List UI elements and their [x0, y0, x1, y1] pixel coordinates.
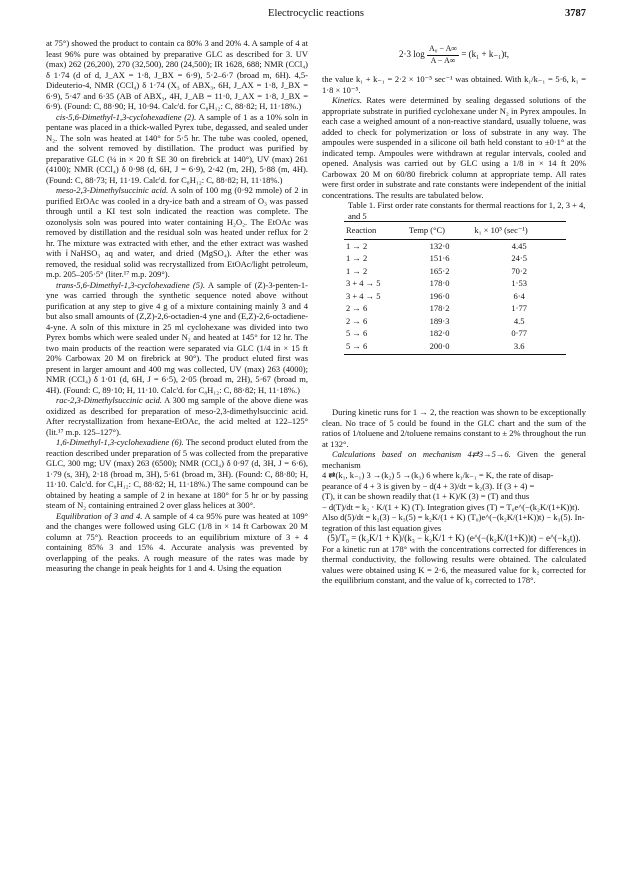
- table-cell: 1 → 2: [346, 265, 368, 276]
- table-header-cell: Temp (°C): [407, 222, 472, 240]
- blank-space: [322, 355, 586, 407]
- table-row: [344, 265, 566, 278]
- mechanism-line: tegration of this last equation gives: [322, 522, 442, 533]
- table-cell: 182·0: [429, 328, 450, 338]
- paragraph-compound-5: [46, 280, 308, 396]
- table-row: [344, 302, 566, 315]
- table-cell: 3 + 4 → 5: [346, 278, 381, 288]
- table-cell: 151·6: [429, 253, 450, 263]
- table-cell: 5 → 6: [346, 328, 368, 338]
- paragraph-text: Rates were determined by sealing degassed solutions of the appropriate substrate in purified cyclohexane under N₂ in Pyrex ampoules. In each case a weighed amount of a non-reactive standard, usually toluene, was added to check for polymerization or loss of substrate in any way. The ampoules were suspended in a silicone oil bath held constant to ±0·1° at the indicated temp. Ampoules were withdrawn at regular intervals, cooled and opened. Analysis was carried out by GLC using a 1/8 in × 14 ft 20% Carbowax 20 M on 60/80 firebrick column at appropriate temp. All rates were first order in substrate and rate constants were independent of the initial concentrations. The results are tabulated below.: [322, 95, 586, 200]
- run-in-heading: Equilibration of 3 and 4.: [56, 510, 143, 521]
- fraction-denominator: A − A∞: [430, 55, 456, 65]
- table-cell: 132·0: [429, 240, 450, 251]
- table-cell: 1·53: [511, 278, 527, 288]
- rate-equation: [322, 44, 586, 66]
- table-row: [344, 239, 566, 252]
- table-header-cell: k₁ × 10⁵ (sec⁻¹): [472, 222, 566, 240]
- mechanism-line: 4 ⇄(k₁, k₋₁) 3 →(k₂) 5 →(k₃) 6 where k₁/k₋₁ = K, the rate of disap-: [322, 470, 554, 480]
- run-in-heading: Calculations based on mechanism 4⇄3→5→6.: [332, 449, 511, 459]
- table-cell: 200·0: [407, 340, 472, 355]
- table-caption-label: Table 1.: [348, 200, 376, 210]
- table-cell: 5 → 6: [344, 340, 407, 355]
- table-cell: 3.6: [472, 340, 566, 355]
- table-cell: 2 → 6: [346, 315, 368, 326]
- paragraph-rate-value: the value k₁ + k₋₁ = 2·2 × 10⁻⁵ sec⁻¹ was obtained. With k₁/k₋₁ = 5·6, k₁ = 1·8 × 10⁻⁵.: [322, 74, 586, 95]
- table-cell: 178·0: [429, 278, 450, 288]
- table-header-cell: Reaction: [344, 222, 407, 240]
- table-row: [344, 315, 566, 328]
- equation-lhs: 2·3 log: [398, 49, 425, 60]
- paragraph-compound-2: [46, 112, 308, 186]
- mechanism-line: pearance of 4 + 3 is given by − d(4 + 3)/dt = k₂(3). If (3 + 4) =: [322, 480, 535, 491]
- run-in-heading: meso-2,3-Dimethylsuccinic acid.: [56, 185, 169, 195]
- page-number: 3787: [565, 8, 586, 19]
- paragraph-equilibration: [46, 511, 308, 574]
- table-cell: 165·2: [429, 265, 450, 276]
- paragraph-text: A sample of 4 ca 95% pure was heated at 109° and the changes were followed using GLC (1/8 in × 14 ft Carbowax 20 M column at 75°). Reaction proceeds to an equilibrium mixture of 3 + 4 containing 85% 3 and 15% 4. Accurate analysis was prevented by overlapping of the peaks. A rough measure of the rates was made by measuring the change in peak heights for 1 and 4. Using the equation: [46, 510, 308, 573]
- paragraph-text: A sample of 1 as a 10% soln in pentane was placed in a thick-walled Pyrex tube, degassed, and sealed under N₂. The soln was heated at 140° for 5·5 hr. The tube was cooled, opened, and the solvent removed by distillation. The product was purified by preparative GLC (¼ in × 20 ft SE 30 on firebrick at 140°), UV (max) 261 (4100); NMR (CCl₄) δ 0·98 (d, 6H, J = 6·9), 2·42 (m, 2H), 5·88 (m, 4H). (Found: C, 88·73; H, 11·19. Calc'd. for C₈H₁₂: C, 88·82; H, 11·18%.): [46, 111, 308, 185]
- table-cell: 1·77: [511, 303, 527, 313]
- paragraph-kinetic-runs: During kinetic runs for 1 → 2, the reaction was shown to be exceptionally clean. No trace of 5 could be found in the GLC chart and the sum of the ratios of 1/toluene and 2/toluene remains constant to ± 2% throughout the run at 132°.: [322, 407, 586, 449]
- table-row: [344, 327, 566, 340]
- paragraph-text: A soln of 100 mg (0·92 mmole) of 2 in purified EtOAc was cooled in a dry-ice bath and a stream of O₃ was passed through until a KI test soln indicated the reaction was complete. The ozonolysis soln was poured into water containing H₂O₂. The EtOAc was removed by distillation and the residual soln was heated under reflux for 2 hr. The mixture was extracted with ether, and the ether extract was washed with ⅰNaHSO₃ aq and water, and dried (MgSO₄). After the ether was removed, the residual solid was recrystallized from EtOAc/light petroleum, m.p. 205–205·5° (liter.¹⁷ m.p. 209°).: [46, 185, 308, 279]
- equation-fraction: [427, 44, 459, 66]
- paragraph-text: A 300 mg sample of the above diene was oxidized as described for preparation of meso-2,3-dimethylsuccinic acid. After recrystallization from hexane-EtOAc, the acid melted at 122–125° (lit.¹⁷ m.p. 125–127°).: [46, 395, 308, 437]
- run-in-heading: trans-5,6-Dimethyl-1,3-cyclohexadiene (5).: [56, 279, 205, 290]
- table-caption: [322, 200, 586, 221]
- mechanism-line: − d(T)/dt = k₂ · K/(1 + K) (T). Integration gives (T) = T₀e^(−(k₂K/(1+K))t).: [322, 501, 580, 512]
- paragraph-meso-acid: [46, 185, 308, 280]
- paragraph-compound-4-data: at 75°) showed the product to contain ca 80% 3 and 20% 4. A sample of 4 at least 96% pure was obtained by preparative GLC as described for 3. UV (max) 262 (26,200), 270 (32,500), 280 (24,500); IR 1628, 688; NMR (CCl₄) δ 1·74 (d of d, J_AX = 1·8, J_BX = 6·9), 5·2–6·7 (broad m, 6H). 4,5-Dideuterio-4, NMR (CCl₄) δ 1·74 (X₃ of ABX₃, 6H, J_AX = 1·8, J_BX = 6·9), 5·47 and 6·35 (AB of ABX₃, 4H, J_AB = 11·0, J_AX = 1·8, J_BX = 6·9). (Found: C, 88·90; H, 10·94. Calc'd. for C₈H₁₂: C, 88·82; H, 11·18%.): [46, 38, 308, 111]
- paragraph-text: The second product eluted from the reaction described under preparation of 5 was collected from the preparative GLC, 300 mg; UV (max) 263 (6500); NMR (CCl₄) δ 0·97 (d, 3H, J = 6·6), 1·79 (s, 3H), 2·18 (broad m, 3H), 5·61 (broad m, 3H). (Found: C, 88·80; H, 11·10. Calc'd. for C₈H₁₂: C, 88·82; H, 11·18%.) The same compound can be obtained by heating a sample of 2 in hexane at 180° for 5 hr or by passing steam of N₂ containing entrained 2 over glass helices at 300°.: [46, 437, 308, 510]
- table-cell: 4.5: [513, 315, 525, 326]
- paragraph-calculations: [322, 449, 586, 470]
- table-cell: 1 → 2: [346, 253, 368, 263]
- mechanism-line: (T), it can be shown readily that (1 + K)/K (3) = (T) and thus: [322, 491, 530, 501]
- table-cell: 6·4: [513, 290, 525, 301]
- table-cell: 189·3: [429, 315, 450, 326]
- table-row: [344, 290, 566, 303]
- paragraph-compound-6: [46, 437, 308, 511]
- table-row: [344, 277, 566, 290]
- running-title: Electrocyclic reactions: [268, 8, 364, 19]
- mechanism-line: Also d(5)/dt = k₂(3) − k₃(5) = k₂K/(1 + K) (T₀)e^(−(k₂K/(1+K))t) − k₃(5). In-: [322, 512, 585, 522]
- fraction-numerator: A₀ − A∞: [427, 44, 459, 56]
- table-cell: 196·0: [429, 290, 450, 301]
- left-column: [46, 38, 308, 574]
- table-cell: 3 + 4 → 5: [346, 290, 381, 301]
- table-header-row: [344, 222, 566, 240]
- page-header: [46, 8, 586, 22]
- table-cell: 24·5: [511, 253, 527, 263]
- right-column: [322, 38, 586, 586]
- table-row: [344, 252, 566, 265]
- table-cell: 2 → 6: [346, 303, 368, 313]
- run-in-heading: rac-2,3-Dimethylsuccinic acid.: [56, 395, 163, 405]
- run-in-heading: cis-5,6-Dimethyl-1,3-cyclohexadiene (2).: [56, 111, 197, 122]
- table-cell: 0·77: [511, 328, 527, 338]
- table-cell: 1 → 2: [346, 240, 368, 251]
- run-in-heading: Kinetics.: [332, 95, 362, 105]
- table-caption-text: First order rate constants for thermal reactions for 1, 2, 3 + 4, and 5: [348, 200, 586, 221]
- table-cell: 178·2: [429, 303, 450, 313]
- table-cell: 70·2: [511, 265, 527, 276]
- paragraph-kinetics: [322, 95, 586, 200]
- equation-rhs: = (k₁ + k₋₁)t,: [461, 49, 510, 60]
- paragraph-text: A sample of (Z)-3-penten-1-yne was carried through the synthetic sequence noted above without purification at any step to give 4 g of a mixture containing mainly 3 and 4 but also small amounts of (Z,Z)-2,6-octadien-4 yne and (E,Z)-2,6-octadiene-4-yne. A soln of this mixture in 25 ml cyclohexane was divided into two Pyrex bombs which were sealed under N₂ and heated at 145° for 12 hr. The two main products of the reaction were separated via GLC (1/4 in × 15 ft 20% Carbowax 20 M on firebrick at 90°). The product eluted first was present in larger amount and 400 mg was collected, UV (max) 263 (4000); NMR (CCl₄) δ 1·01 (d, 6H, J = 6·5), 2·05 (broad m, 2H), 5·67 (broad m, 4H). (Found: C, 89·10; H, 11·10. Calc'd. for C₈H₁₂: C, 88·82; H, 11·18%.): [46, 279, 308, 395]
- table-cell: 4.45: [511, 240, 527, 251]
- run-in-heading: 1,6-Dimethyl-1,3-cyclohexadiene (6).: [56, 437, 184, 447]
- paragraph-text: Given the general mechanism: [322, 449, 586, 470]
- rate-constants-table: [344, 221, 566, 355]
- integrated-equation: (5)/T₀ = (k₂K/1 + K)/(k₃ − k₂K/1 + K) (e^(−(k₂K/(1+K))t) − e^(−k₃t)).: [327, 533, 581, 543]
- table-row: [344, 340, 566, 355]
- paragraph-kinetic-run-178: For a kinetic run at 178° with the concentrations corrected for differences in thermal conductivity, the following results were obtained. The calculated values were obtained using K = 2·6, the measured value for k₂ corrected for the equilibrium constant, and the value of k₃ corrected to 178°.: [322, 543, 586, 585]
- paragraph-rac-acid: [46, 395, 308, 437]
